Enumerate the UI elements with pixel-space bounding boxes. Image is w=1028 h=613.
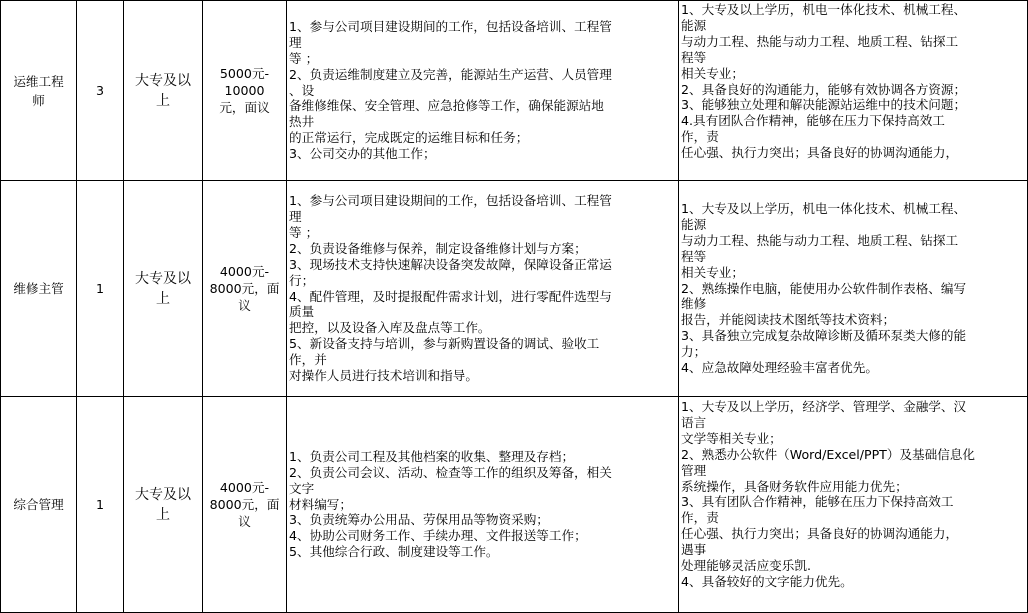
row-1-requirements [681, 2, 1026, 180]
requirement-line: 2、熟悉办公软件（Word/Excel/PPT）及基础信息化 [681, 446, 976, 462]
duty-line: 理 [289, 208, 302, 224]
duty-line: 等 ； [289, 50, 319, 66]
requirement-line: 2、熟练操作电脑，能使用办公软件制作表格、编写 [681, 280, 967, 296]
row-2-headcount [77, 181, 123, 396]
row-3-education-text: 大专及以 上 [135, 486, 191, 523]
requirement-line: 维修 [681, 296, 707, 312]
duty-line: 、设 [289, 82, 315, 98]
row-2-education [124, 181, 202, 396]
row-1-position-text: 运维工程 师 [13, 73, 64, 108]
requirement-line: 作，责 [681, 510, 719, 526]
duty-line: 热井 [289, 114, 315, 130]
requirement-line: 4、应急故障处理经验丰富者优先。 [681, 360, 878, 376]
duty-line: 理 [289, 34, 302, 50]
duty-line: 2、负责设备维修与保养，制定设备维修计划与方案； [289, 240, 587, 256]
duty-line: 质量 [289, 304, 315, 320]
row-3-duties [289, 397, 677, 612]
duty-line: 3、负责统筹办公用品、劳保用品等物资采购； [289, 512, 549, 528]
requirement-line: 力； [681, 344, 707, 360]
requirement-line: 能源 [681, 216, 707, 232]
duty-line: 材料编写； [289, 496, 352, 512]
requirement-line: 能源 [681, 17, 707, 33]
duty-line: 把控，以及设备入库及盘点等工作。 [289, 320, 491, 336]
duty-line: 的正常运行，完成既定的运维目标和任务； [289, 130, 529, 146]
duty-line: 文字 [289, 480, 315, 496]
row-2-salary [203, 181, 286, 396]
duty-line: 3、公司交办的其他工作； [289, 146, 436, 162]
duty-line: 4、配件管理，及时提报配件需求计划，进行零配件选型与 [289, 288, 612, 304]
duty-line: 1、参与公司项目建设期间的工作，包括设备培训、工程管 [289, 193, 612, 209]
row-2-education-text: 大专及以 上 [135, 270, 191, 307]
row-2-position [1, 181, 76, 396]
duty-line: 2、负责运维制度建立及完善，能源站生产运营、人员管理 [289, 66, 612, 82]
requirement-line: 相关专业； [681, 65, 744, 81]
row-3-headcount-text: 1 [95, 496, 104, 512]
row-1-education [124, 1, 202, 180]
requirement-line: 4、具备较好的文字能力优先。 [681, 573, 853, 589]
requirement-line: 4.具有团队合作精神，能够在压力下保持高效工 [681, 113, 945, 129]
requirement-line: 文学等相关专业； [681, 430, 782, 446]
row-2-salary-text: 4000元- 8000元，面 议 [209, 264, 280, 313]
duty-line: 等 ； [289, 224, 319, 240]
duty-line: 1、负责公司工程及其他档案的收集、整理及存档； [289, 448, 575, 464]
row-3-requirements [681, 399, 1026, 612]
row-1-salary-text: 5000元- 10000 元，面议 [219, 66, 270, 115]
requirement-line: 1、大专及以上学历，机电一体化技术、机械工程、 [681, 201, 967, 217]
row-2-position-text: 维修主管 [13, 280, 64, 296]
row-3-salary [203, 397, 286, 612]
row-2-headcount-text: 1 [95, 280, 104, 296]
requirement-line: 3、具有团队合作精神，能够在压力下保持高效工 [681, 494, 954, 510]
duty-line: 作，并 [289, 352, 327, 368]
requirement-line: 与动力工程、热能与动力工程、地质工程、钻探工 [681, 232, 959, 248]
requirement-line: 相关专业； [681, 264, 744, 280]
row-2-duties [289, 181, 677, 396]
row-3-position-text: 综合管理 [13, 496, 64, 512]
duty-line: 5、其他综合行政、制度建设等工作。 [289, 544, 499, 560]
requirement-line: 程等 [681, 248, 707, 264]
duty-line: 1、参与公司项目建设期间的工作，包括设备培训、工程管 [289, 18, 612, 34]
row-1-salary [203, 1, 286, 180]
requirement-line: 程等 [681, 49, 707, 65]
row-3-position [1, 397, 76, 612]
requirement-line: 1、大专及以上学历，经济学、管理学、金融学、汉 [681, 399, 967, 414]
row-1-position [1, 1, 76, 180]
requirement-line: 任心强、执行力突出；具备良好的协调沟通能力， [681, 145, 959, 161]
requirement-line: 3、具备独立完成复杂故障诊断及循环泵类大修的能 [681, 328, 967, 344]
requirement-line: 处理能够灵活应变乐凯. [681, 558, 811, 574]
requirement-line: 作，责 [681, 129, 719, 145]
duty-line: 2、负责公司会议、活动、检查等工作的组织及筹备，相关 [289, 464, 612, 480]
row-1-education-text: 大专及以 上 [135, 72, 191, 109]
row-2-requirements [681, 181, 1026, 396]
requirement-line: 与动力工程、热能与动力工程、地质工程、钻探工 [681, 33, 959, 49]
duty-line: 3、现场技术支持快速解决设备突发故障，保障设备正常运 [289, 256, 612, 272]
duty-line: 对操作人员进行技术培训和指导。 [289, 368, 478, 384]
requirement-line: 2、具备良好的沟通能力，能够有效协调各方资源； [681, 81, 967, 97]
row-1-headcount [77, 1, 123, 180]
duty-line: 行； [289, 272, 315, 288]
row-3-salary-text: 4000元- 8000元，面 议 [209, 480, 280, 529]
requirement-line: 任心强、执行力突出；具备良好的协调沟通能力， [681, 526, 959, 542]
duty-line: 备维修维保、安全管理、应急抢修等工作，确保能源站地 [289, 98, 604, 114]
requirement-line: 1、大专及以上学历，机电一体化技术、机械工程、 [681, 2, 967, 17]
requirement-line: 系统操作，具备财务软件应用能力优先； [681, 478, 908, 494]
row-1-duties [289, 1, 677, 180]
row-1-headcount-text: 3 [95, 82, 104, 98]
requirement-line: 报告，并能阅读技术图纸等技术资料； [681, 312, 896, 328]
requirement-line: 管理 [681, 462, 707, 478]
requirement-line: 语言 [681, 414, 707, 430]
requirement-line: 3、能够独立处理和解决能源站运维中的技术问题； [681, 97, 967, 113]
duty-line: 5、新设备支持与培训，参与新购置设备的调试、验收工 [289, 336, 600, 352]
duty-line: 4、协助公司财务工作、手续办理、文件报送等工作； [289, 528, 587, 544]
requirement-line: 遇事 [681, 542, 707, 558]
row-3-headcount [77, 397, 123, 612]
row-3-education [124, 397, 202, 612]
